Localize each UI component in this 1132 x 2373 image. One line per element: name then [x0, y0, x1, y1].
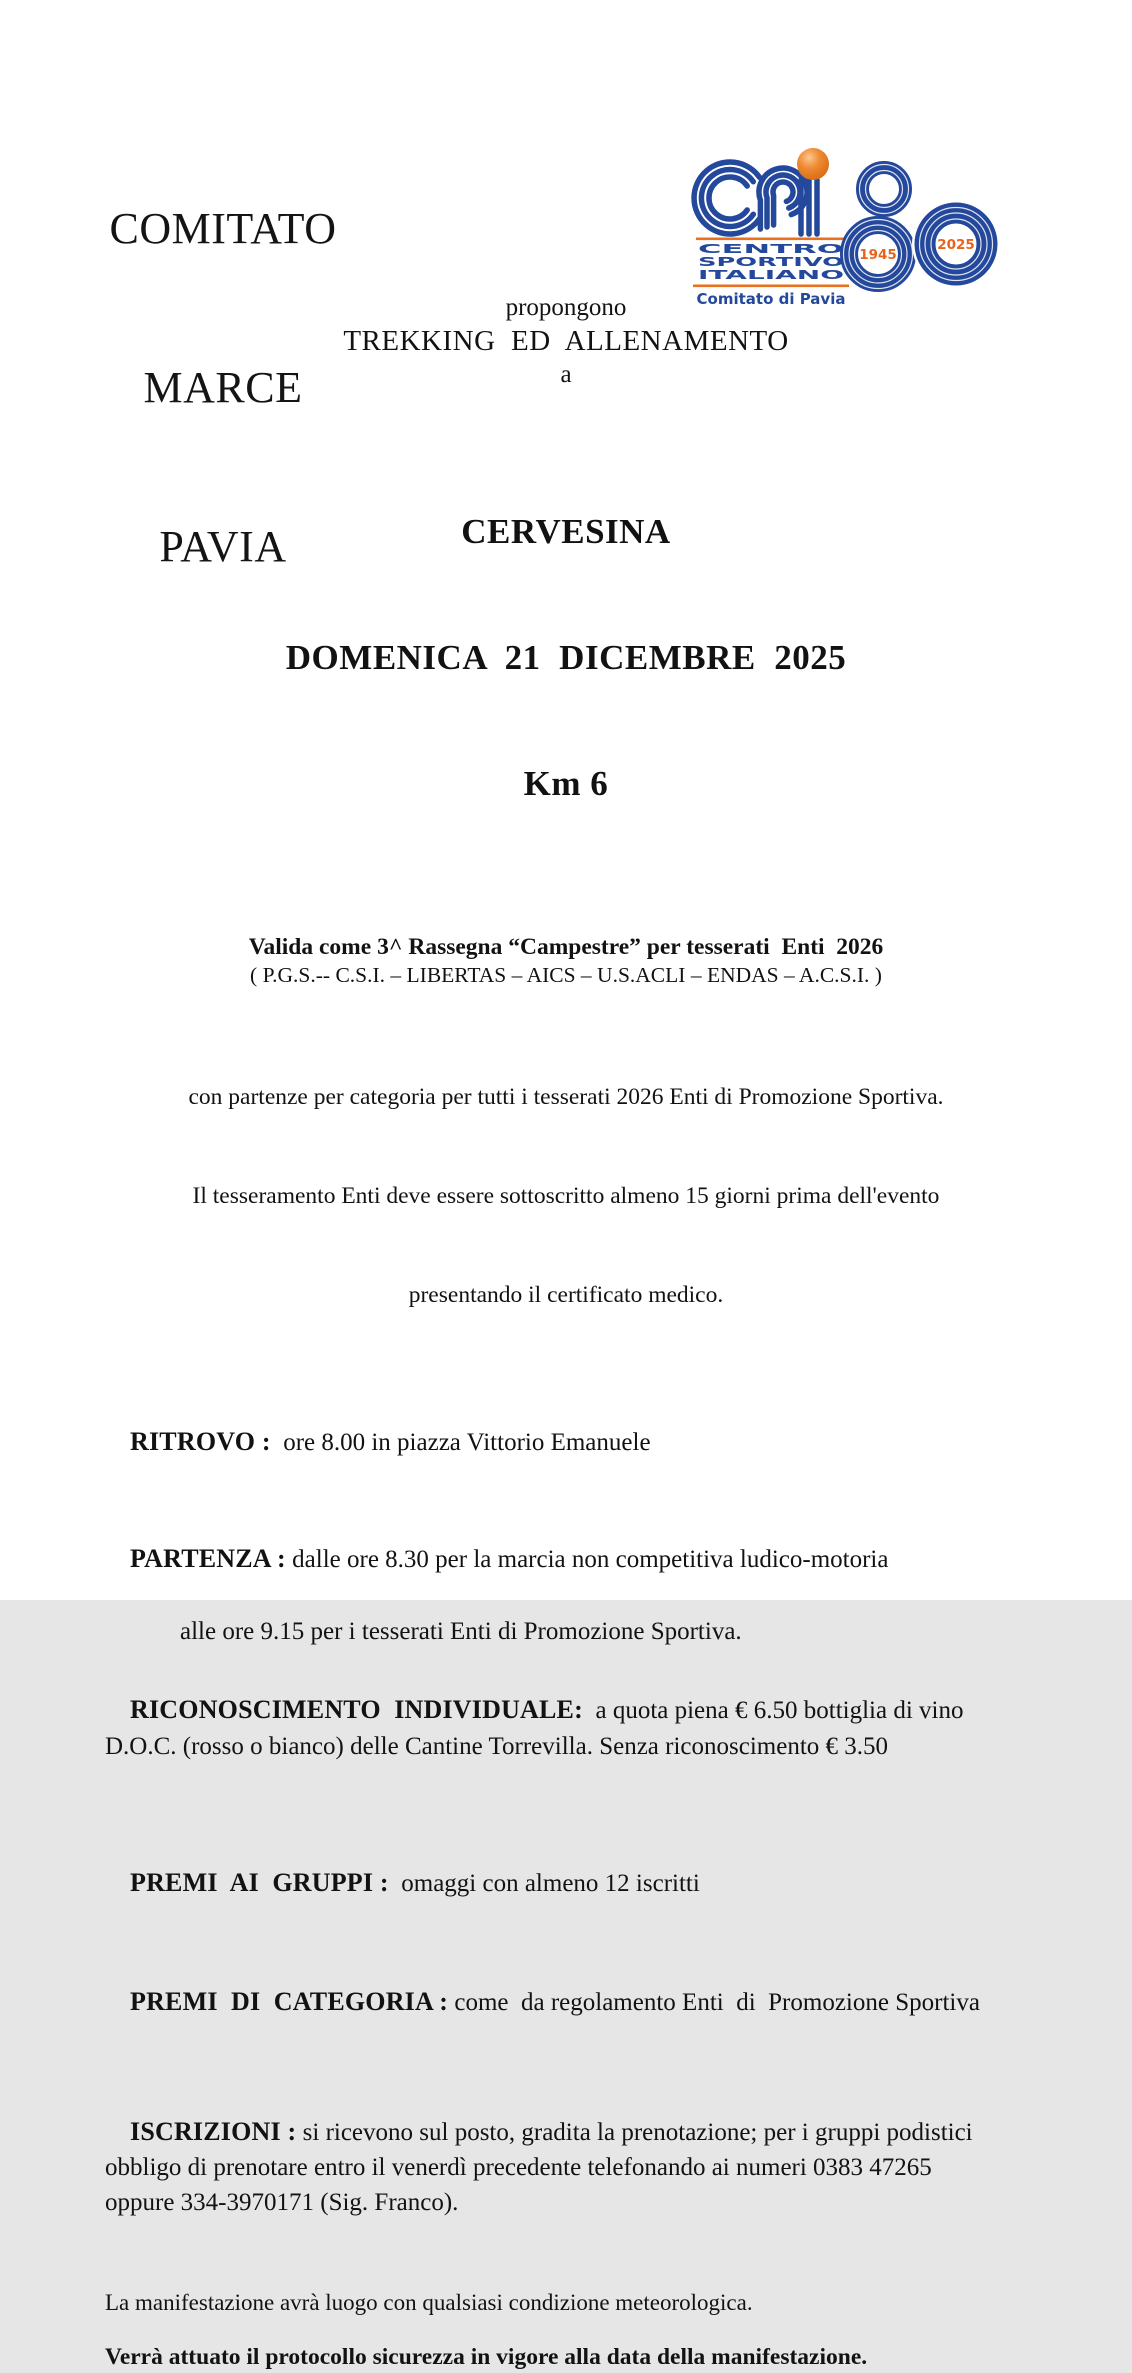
membership-note	[0, 1015, 1132, 1378]
event-place: CERVESINA	[461, 512, 671, 551]
membership-note-line: con partenze per categoria per tutti i tesserati 2026 Enti di Promozione Sportiva.	[188, 1084, 944, 1110]
org-title	[98, 96, 348, 679]
csi-logo-icon	[688, 134, 1018, 316]
csi-letters-icon	[694, 162, 817, 234]
intro-a: a	[560, 361, 572, 388]
section-iscrizioni-text: si ricevono sul posto, gradita la prenotazione; per i gruppi podistici obbligo di prenotare entro il venerdì precedente telefonando ai numeri 0383 47265 oppure 334-3970171 (Sig. Franco).	[105, 2119, 979, 2216]
section-iscrizioni	[105, 2079, 1005, 2255]
csi-logo	[688, 98, 1018, 308]
anniversary-year-end: 2025	[937, 237, 975, 253]
logo-word-italiano: ITALIANO	[698, 267, 844, 282]
org-title-line: PAVIA	[159, 522, 287, 571]
safety-protocol-note: Verrà attuato il protocollo sicurezza in vigore alla data della manifestazione.	[105, 2344, 868, 2370]
logo-rule-bottom	[693, 285, 849, 288]
org-title-line: COMITATO	[109, 204, 337, 253]
section-riconoscimento	[105, 1656, 1005, 1801]
event-distance: Km 6	[523, 764, 609, 803]
anniversary-year-start: 1945	[859, 247, 897, 263]
section-partenza-label: PARTENZA :	[130, 1544, 286, 1573]
section-riconoscimento-label: RICONOSCIMENTO INDIVIDUALE:	[130, 1695, 583, 1724]
intro-trekking: TREKKING ED ALLENAMENTO	[343, 325, 789, 357]
section-ritrovo-text: ore 8.00 in piazza Vittorio Emanuele	[270, 1429, 651, 1456]
anniversary-80-icon	[844, 165, 993, 289]
org-title-line: MARCE	[143, 363, 303, 412]
section-premi-categoria-text: come da regolamento Enti di Promozione Sportiva	[448, 1989, 980, 2016]
section-partenza-text: dalle ore 8.30 per la marcia non competitiva ludico-motoria	[285, 1546, 889, 1573]
event-date: DOMENICA 21 DICEMBRE 2025	[285, 638, 847, 677]
membership-note-line: presentando il certificato medico.	[408, 1282, 724, 1308]
membership-note-line: Il tesseramento Enti deve essere sottoscritto almeno 15 giorni prima dell'evento	[192, 1183, 940, 1209]
validity-organizations: ( P.G.S.-- C.S.I. – LIBERTAS – AICS – U.S.ACLI – ENDAS – A.C.S.I. )	[250, 963, 882, 987]
section-premi-categoria-label: PREMI DI CATEGORIA :	[130, 1987, 449, 2016]
logo-word-centro: CENTRO	[698, 241, 844, 256]
logo-rule-top	[696, 238, 846, 241]
section-partenza	[105, 1505, 1005, 1614]
section-partenza-line2: alle ore 9.15 per i tesserati Enti di Promozione Sportiva.	[180, 1618, 742, 1645]
section-premi-gruppi	[105, 1829, 1005, 1938]
section-ritrovo-label: RITROVO :	[130, 1427, 271, 1456]
logo-word-sportivo: SPORTIVO	[698, 254, 844, 269]
validity-statement: Valida come 3^ Rassegna “Campestre” per tesserati Enti 2026	[248, 934, 884, 960]
logo-committee-label: Comitato di Pavia	[696, 290, 846, 308]
section-ritrovo	[105, 1388, 1005, 1497]
weather-note: La manifestazione avrà luogo con qualsiasi condizione meteorologica.	[105, 2290, 753, 2315]
section-premi-categoria	[105, 1948, 1005, 2057]
intro-propongono: propongono	[505, 294, 627, 321]
section-riconoscimento-text: a quota piena € 6.50 bottiglia di vino D.O.C. (rosso o bianco) delle Cantine Torrevilla. Senza riconoscimento € 3.50	[105, 1697, 970, 1760]
section-premi-gruppi-label: PREMI AI GRUPPI :	[130, 1868, 389, 1897]
section-iscrizioni-label: ISCRIZIONI :	[130, 2117, 297, 2146]
section-premi-gruppi-text: omaggi con almeno 12 iscritti	[388, 1870, 700, 1897]
csi-ball-icon	[797, 148, 829, 180]
